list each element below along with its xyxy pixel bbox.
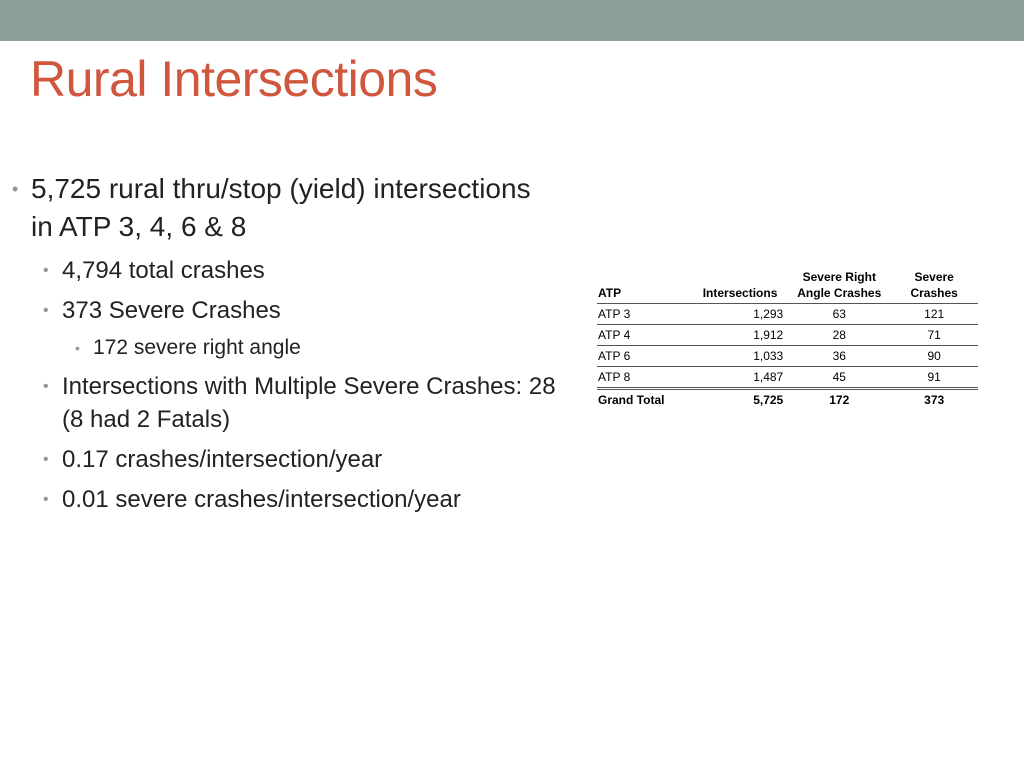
bullet-dot-icon: • — [43, 302, 49, 319]
cell-severe-right-angle: 63 — [788, 304, 890, 325]
bullet-item — [0, 334, 560, 362]
cell-intersections: 1,033 — [692, 346, 788, 367]
bullet-dot-icon: • — [43, 451, 49, 468]
crash-table-container — [597, 269, 978, 410]
bullet-item — [0, 294, 560, 327]
table-row — [597, 367, 978, 389]
cell-severe-crashes: 71 — [890, 325, 978, 346]
cell-severe-crashes: 91 — [890, 367, 978, 389]
bullet-text: 0.01 severe crashes/intersection/year — [62, 486, 461, 513]
cell-severe-right-angle: 28 — [788, 325, 890, 346]
bullet-dot-icon: • — [43, 262, 49, 279]
bullet-item — [0, 443, 560, 476]
header-severe-crashes: Severe Crashes — [890, 269, 978, 304]
cell-intersections: 1,912 — [692, 325, 788, 346]
bullet-item — [0, 254, 560, 287]
table-row — [597, 325, 978, 346]
cell-atp: ATP 3 — [597, 304, 692, 325]
crash-table — [597, 269, 978, 410]
bullet-text: 0.17 crashes/intersection/year — [62, 446, 383, 473]
top-band — [0, 0, 1024, 41]
header-atp: ATP — [597, 269, 692, 304]
bullet-dot-icon: • — [43, 378, 49, 395]
table-row — [597, 346, 978, 367]
cell-severe-right-angle: 45 — [788, 367, 890, 389]
table-row — [597, 304, 978, 325]
bullet-item — [0, 483, 560, 516]
bullet-item — [0, 170, 560, 246]
header-severe-right-angle: Severe Right Angle Crashes — [788, 269, 890, 304]
cell-atp: ATP 8 — [597, 367, 692, 389]
bullet-dot-icon: • — [43, 491, 49, 508]
cell-total-severe-right-angle: 172 — [829, 393, 850, 407]
table-total-row — [597, 389, 978, 411]
bullet-item — [0, 370, 560, 436]
cell-intersections: 1,293 — [692, 304, 788, 325]
cell-atp: ATP 4 — [597, 325, 692, 346]
cell-severe-crashes: 90 — [890, 346, 978, 367]
header-intersections: Intersections — [692, 269, 788, 304]
bullet-dot-icon: • — [75, 340, 80, 356]
cell-severe-crashes: 121 — [890, 304, 978, 325]
cell-intersections: 1,487 — [692, 367, 788, 389]
bullet-dot-icon: • — [12, 179, 19, 199]
bullet-text: Intersections with Multiple Severe Crashes: 28 (8 had 2 Fatals) — [62, 373, 556, 433]
bullet-text: 373 Severe Crashes — [62, 297, 281, 324]
cell-total-label: Grand Total — [598, 393, 665, 407]
table-header-row — [597, 269, 978, 304]
cell-atp: ATP 6 — [597, 346, 692, 367]
bullet-list — [0, 170, 560, 523]
cell-severe-right-angle: 36 — [788, 346, 890, 367]
cell-total-severe-crashes: 373 — [924, 393, 945, 407]
bullet-text: 172 severe right angle — [93, 336, 301, 359]
cell-total-intersections: 5,725 — [753, 393, 784, 407]
slide-title: Rural Intersections — [30, 51, 438, 107]
bullet-text: 5,725 rural thru/stop (yield) intersections in ATP 3, 4, 6 & 8 — [31, 173, 531, 242]
bullet-text: 4,794 total crashes — [62, 257, 265, 284]
